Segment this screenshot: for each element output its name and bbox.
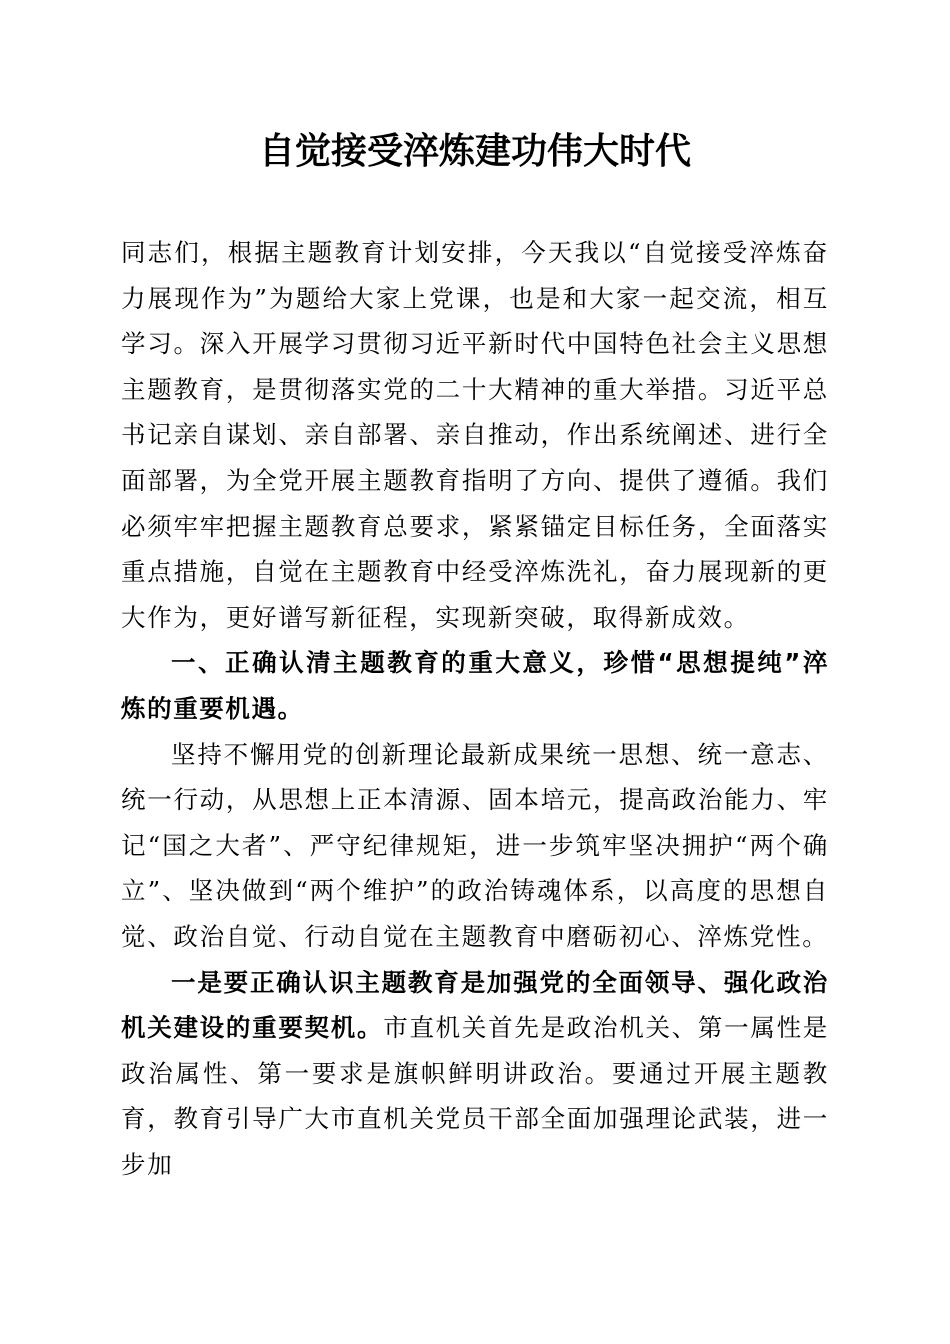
document-body	[121, 230, 829, 1187]
section-heading: 一、正确认清主题教育的重大意义，珍惜“思想提纯”淬炼的重要机遇。	[121, 648, 829, 723]
intro-paragraph: 同志们，根据主题教育计划安排，今天我以“自觉接受淬炼奋力展现作为”为题给大家上党课，也是和大家一起交流，相互学习。深入开展学习贯彻习近平新时代中国特色社会主义思想主题教育，是贯彻落实党的二十大精神的重大举措。习近平总书记亲自谋划、亲自部署、亲自推动，作出系统阐述、进行全面部署，为全党开展主题教育指明了方向、提供了遵循。我们必须牢牢把握主题教育总要求，紧紧锚定目标任务，全面落实重点措施，自觉在主题教育中经受淬炼洗礼，奋力展现新的更大作为，更好谱写新征程，实现新突破，取得新成效。	[121, 238, 829, 632]
point-paragraph	[121, 960, 829, 1188]
section-paragraph: 坚持不懈用党的创新理论最新成果统一思想、统一意志、统一行动，从思想上正本清源、固本培元，提高政治能力、牢记“国之大者”、严守纪律规矩，进一步筑牢坚决拥护“两个确立”、坚决做到“两个维护”的政治铸魂体系，以高度的思想自觉、政治自觉、行动自觉在主题教育中磨砺初心、淬炼党性。	[121, 739, 829, 951]
document-title: 自觉接受淬炼建功伟大时代	[258, 130, 691, 172]
point-lead-sentence: 一是要正确认识主题教育是加强党的全面领导、强化政治机关建设的重要契机。	[121, 967, 829, 1043]
point-body-text: 市直机关首先是政治机关、第一属性是政治属性、第一要求是旗帜鲜明讲政治。要通过开展主题教育，教育引导广大市直机关党员干部全面加强理论武装，进一步加	[121, 1013, 829, 1179]
